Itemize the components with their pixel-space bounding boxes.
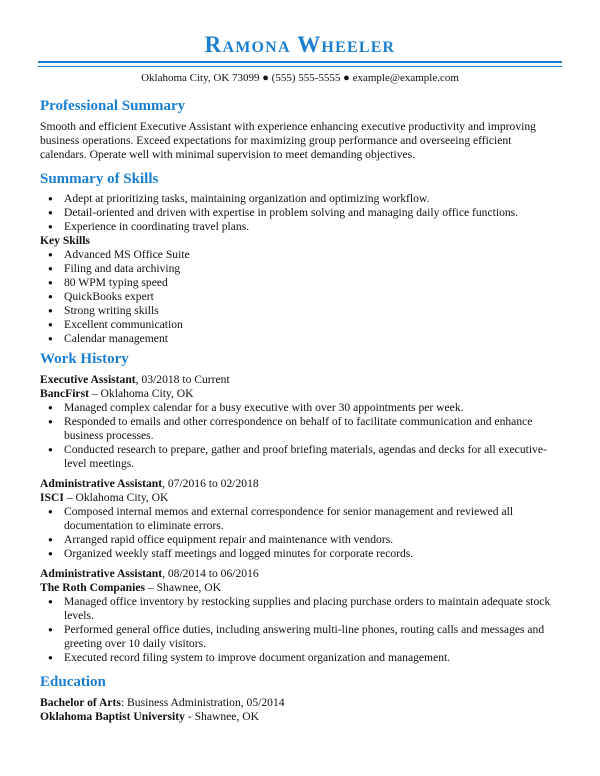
skills-heading: Summary of Skills	[40, 171, 159, 187]
job-bullets	[40, 401, 560, 471]
list-item: ● Strong writing skills	[64, 304, 560, 318]
degree-line: Bachelor of Arts: Business Administration, 05/2014	[40, 696, 285, 709]
education-section	[40, 673, 560, 724]
job-company-line: The Roth Companies – Shawnee, OK	[40, 581, 222, 594]
header-rule-thin	[38, 66, 562, 67]
job-title-line: Executive Assistant, 03/2018 to Current	[40, 373, 230, 386]
list-item: ● Arranged rapid office equipment repair and maintenance with vendors.	[64, 533, 560, 547]
work-heading: Work History	[40, 351, 129, 367]
job-entry	[40, 567, 560, 665]
list-item: ● QuickBooks expert	[64, 290, 560, 304]
job-title-line: Administrative Assistant, 07/2016 to 02/2018	[40, 477, 259, 490]
list-item: ● Calendar management	[64, 332, 560, 346]
header-rule-thick	[38, 61, 562, 63]
contact-line: Oklahoma City, OK 73099 ● (555) 555-5555 ● example@example.com	[141, 72, 459, 84]
list-item: ● Composed internal memos and external correspondence for senior management and reviewed all documentation to eliminate errors.	[64, 505, 560, 533]
job-company-line: ISCI – Oklahoma City, OK	[40, 491, 169, 504]
job-entry	[40, 477, 560, 561]
key-skills-label: Key Skills	[40, 234, 90, 247]
list-item: ● Detail-oriented and driven with expertise in problem solving and managing daily office functions.	[64, 206, 560, 220]
summary-text: Smooth and efficient Executive Assistant with experience enhancing executive productivity and improving business operations. Exceed expectations for maximizing group performance and overseeing efficient calendars. Operate well with minimal supervision to meet demanding objectives.	[40, 120, 536, 161]
key-skills-list	[40, 248, 560, 346]
job-bullets	[40, 505, 560, 561]
candidate-name: Ramona Wheeler	[204, 32, 396, 57]
list-item: ● 80 WPM typing speed	[64, 276, 560, 290]
summary-heading: Professional Summary	[40, 98, 186, 114]
list-item: ● Managed office inventory by restocking supplies and placing purchase orders to maintain adequate stock levels.	[64, 595, 560, 623]
summary-section	[40, 97, 560, 162]
list-item: ● Executed record filing system to improve document organization and management.	[64, 651, 560, 665]
resume-page	[40, 0, 560, 723]
list-item: ● Filing and data archiving	[64, 262, 560, 276]
list-item: ● Adept at prioritizing tasks, maintaining organization and optimizing workflow.	[64, 192, 560, 206]
job-company-line: BancFirst – Oklahoma City, OK	[40, 387, 194, 400]
skills-list	[40, 192, 560, 234]
job-entry	[40, 373, 560, 471]
list-item: ● Performed general office duties, including answering multi-line phones, routing calls and messages and greeting over 10 daily visitors.	[64, 623, 560, 651]
list-item: ● Organized weekly staff meetings and logged minutes for corporate records.	[64, 547, 560, 561]
skills-section	[40, 170, 560, 346]
list-item: ● Experience in coordinating travel plans.	[64, 220, 560, 234]
school-line: Oklahoma Baptist University - Shawnee, OK	[40, 710, 259, 723]
list-item: ● Conducted research to prepare, gather and proof briefing materials, agendas and decks for all executive-level meetings.	[64, 443, 560, 471]
list-item: ● Responded to emails and other correspondence on behalf of to facilitate communication and enhance business processes.	[64, 415, 560, 443]
list-item: ● Managed complex calendar for a busy executive with over 30 appointments per week.	[64, 401, 560, 415]
job-title-line: Administrative Assistant, 08/2014 to 06/2016	[40, 567, 259, 580]
work-section	[40, 350, 560, 665]
list-item: ● Excellent communication	[64, 318, 560, 332]
list-item: ● Advanced MS Office Suite	[64, 248, 560, 262]
job-bullets	[40, 595, 560, 665]
education-heading: Education	[40, 674, 106, 690]
